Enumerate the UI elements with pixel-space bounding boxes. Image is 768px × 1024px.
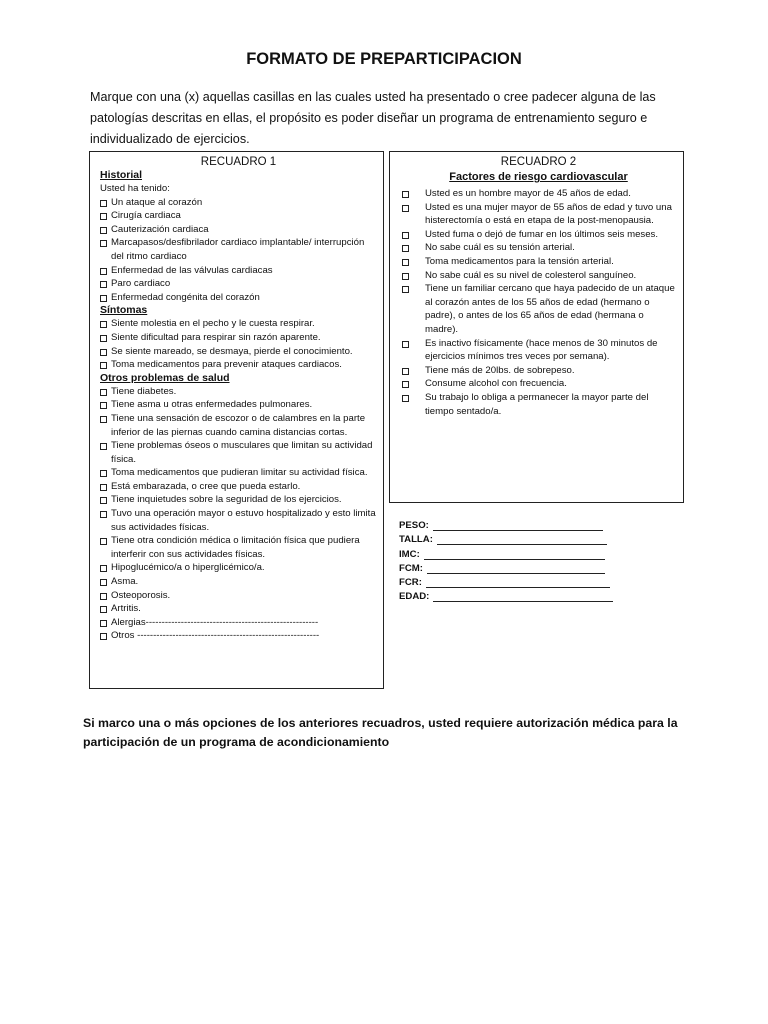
recuadro-2 bbox=[389, 151, 684, 503]
checkbox[interactable] bbox=[402, 259, 409, 266]
riesgo-item[interactable] bbox=[400, 201, 677, 228]
otros-item[interactable] bbox=[100, 493, 377, 507]
historial-item-label: Cauterización cardiaca bbox=[111, 223, 209, 235]
riesgo-item-label: Tiene más de 20lbs. de sobrepeso. bbox=[425, 364, 575, 376]
checkbox[interactable] bbox=[402, 245, 409, 252]
otros-item[interactable] bbox=[100, 412, 377, 439]
otros-item[interactable] bbox=[100, 561, 377, 575]
historial-item[interactable] bbox=[100, 196, 377, 210]
checkbox[interactable] bbox=[100, 335, 107, 342]
otros-item-label: Tuvo una operación mayor o estuvo hospitalizado y esto limita sus actividades físicas. bbox=[111, 508, 376, 533]
sintomas-item[interactable] bbox=[100, 358, 377, 372]
riesgo-item-label: Usted fuma o dejó de fumar en los últimos seis meses. bbox=[425, 228, 659, 240]
measure-blank-line[interactable] bbox=[437, 535, 607, 545]
measure-fcr[interactable] bbox=[399, 574, 613, 588]
historial-heading: Historial bbox=[100, 169, 143, 181]
riesgo-list bbox=[400, 187, 677, 418]
checkbox[interactable] bbox=[100, 606, 107, 613]
checkbox[interactable] bbox=[100, 579, 107, 586]
sintomas-item[interactable] bbox=[100, 331, 377, 345]
measure-label: TALLA: bbox=[399, 534, 433, 546]
otros-item-label: Tiene una sensación de escozor o de calambres en la parte inferior de las piernas cuando camina distancias cortas. bbox=[111, 412, 366, 438]
otros-item[interactable] bbox=[100, 466, 377, 480]
otros-item-label: Alergias------------------------------------------------------ bbox=[111, 616, 319, 628]
checkbox[interactable] bbox=[100, 538, 107, 545]
measure-blank-line[interactable] bbox=[424, 550, 605, 560]
riesgo-item[interactable] bbox=[400, 337, 677, 364]
measure-blank-line[interactable] bbox=[427, 564, 605, 574]
recuadro-2-subtitle: Factores de riesgo cardiovascular bbox=[449, 171, 628, 183]
checkbox[interactable] bbox=[100, 362, 107, 369]
checkbox[interactable] bbox=[100, 349, 107, 356]
checkbox[interactable] bbox=[402, 286, 409, 293]
checkbox[interactable] bbox=[100, 620, 107, 627]
form-title: FORMATO DE PREPARTICIPACION bbox=[246, 50, 522, 68]
otros-item-label: Toma medicamentos que pudieran limitar su actividad física. bbox=[111, 467, 368, 479]
riesgo-item[interactable] bbox=[400, 269, 677, 283]
checkbox[interactable] bbox=[100, 443, 107, 450]
riesgo-item[interactable] bbox=[400, 391, 677, 418]
riesgo-item[interactable] bbox=[400, 228, 677, 242]
otros-item[interactable] bbox=[100, 575, 377, 589]
measure-imc[interactable] bbox=[399, 545, 613, 559]
otros-item-label: Tiene asma u otras enfermedades pulmonares. bbox=[111, 399, 313, 411]
riesgo-item[interactable] bbox=[400, 377, 677, 391]
otros-item-label: Tiene problemas óseos o musculares que limitan su actividad física. bbox=[111, 440, 373, 465]
checkbox[interactable] bbox=[402, 341, 409, 348]
footer-note: Si marco una o más opciones de los anteriores recuadros, usted requiere autorización médica para la participación de un programa de acondicionamiento bbox=[83, 716, 678, 749]
otros-item[interactable] bbox=[100, 616, 377, 630]
historial-item[interactable] bbox=[100, 264, 377, 278]
historial-item-label: Paro cardiaco bbox=[111, 278, 171, 290]
historial-item[interactable] bbox=[100, 236, 377, 263]
otros-list bbox=[100, 385, 377, 643]
recuadro-1-title: RECUADRO 1 bbox=[200, 156, 277, 168]
otros-item-label: Otros --------------------------------------------------------- bbox=[111, 630, 320, 642]
otros-item[interactable] bbox=[100, 589, 377, 603]
otros-problemas-heading: Otros problemas de salud bbox=[100, 371, 230, 384]
checkbox[interactable] bbox=[402, 381, 409, 388]
historial-item[interactable] bbox=[100, 291, 377, 305]
riesgo-item-label: Usted es una mujer mayor de 55 años de edad y tuvo una histerectomía o está en etapa de la post-menopausia. bbox=[425, 201, 672, 227]
checkbox[interactable] bbox=[100, 565, 107, 572]
otros-item-label: Asma. bbox=[111, 576, 139, 588]
sintomas-list bbox=[100, 317, 377, 371]
otros-item-label: Tiene diabetes. bbox=[111, 385, 177, 397]
riesgo-item-label: Usted es un hombre mayor de 45 años de edad. bbox=[425, 188, 631, 199]
historial-list bbox=[100, 196, 377, 305]
checkbox[interactable] bbox=[100, 281, 107, 288]
riesgo-item-label: Toma medicamentos para la tensión arterial. bbox=[425, 255, 614, 267]
otros-item[interactable] bbox=[100, 534, 377, 561]
checkbox[interactable] bbox=[402, 232, 409, 239]
riesgo-item-label: No sabe cuál es su nivel de colesterol sanguíneo. bbox=[425, 269, 637, 281]
historial-item-label: Enfermedad de las válvulas cardiacas bbox=[111, 264, 273, 276]
checkbox[interactable] bbox=[100, 295, 107, 302]
riesgo-item[interactable] bbox=[400, 282, 677, 336]
measure-label: FCM: bbox=[399, 562, 423, 574]
historial-lead: Usted ha tenido: bbox=[100, 183, 170, 194]
otros-item-label: Está embarazada, o cree que pueda estarlo. bbox=[111, 480, 301, 492]
historial-item[interactable] bbox=[100, 223, 377, 237]
sintomas-item[interactable] bbox=[100, 317, 377, 331]
historial-item[interactable] bbox=[100, 277, 377, 291]
checkbox[interactable] bbox=[402, 368, 409, 375]
checkbox[interactable] bbox=[100, 200, 107, 207]
intro-paragraph: Marque con una (x) aquellas casillas en las cuales usted ha presentado o cree padecer alguna de las patologías descritas en ellas, el propósito es poder diseñar un programa de entrenamiento seguro e individualizado de ejercicios. bbox=[90, 90, 656, 146]
otros-item-label: Osteoporosis. bbox=[111, 589, 171, 601]
measure-blank-line[interactable] bbox=[433, 592, 613, 602]
riesgo-item-label: Tiene un familiar cercano que haya padecido de un ataque al corazón antes de los 55 años de edad (hermano o padre), o antes de los 65 años de edad (hermana o madre). bbox=[425, 283, 675, 335]
historial-item[interactable] bbox=[100, 209, 377, 223]
checkbox[interactable] bbox=[100, 416, 107, 423]
measure-label: EDAD: bbox=[399, 591, 430, 603]
riesgo-item[interactable] bbox=[400, 241, 677, 255]
riesgo-item-label: Es inactivo físicamente (hace menos de 30 minutos de ejercicios mínimos tres veces por semana). bbox=[425, 337, 658, 363]
checkbox[interactable] bbox=[100, 268, 107, 275]
checkbox[interactable] bbox=[100, 321, 107, 328]
checkbox[interactable] bbox=[100, 511, 107, 518]
otros-item[interactable] bbox=[100, 385, 377, 399]
otros-item[interactable] bbox=[100, 629, 377, 643]
recuadro-1 bbox=[89, 151, 384, 689]
sintomas-item-label: Siente molestia en el pecho y le cuesta respirar. bbox=[111, 318, 315, 330]
checkbox[interactable] bbox=[100, 633, 107, 640]
checkbox[interactable] bbox=[100, 240, 107, 247]
otros-item-label: Tiene otra condición médica o limitación física que pudiera interferir con sus actividades físicas. bbox=[111, 535, 360, 560]
riesgo-item[interactable] bbox=[400, 255, 677, 269]
riesgo-item[interactable] bbox=[400, 187, 677, 201]
checkbox[interactable] bbox=[402, 273, 409, 280]
otros-item[interactable] bbox=[100, 480, 377, 494]
measure-fcm[interactable] bbox=[399, 560, 613, 574]
measure-blank-line[interactable] bbox=[426, 578, 610, 588]
checkbox[interactable] bbox=[402, 191, 409, 198]
sintomas-item-label: Toma medicamentos para prevenir ataques cardiacos. bbox=[111, 359, 342, 371]
checkbox[interactable] bbox=[100, 213, 107, 220]
checkbox[interactable] bbox=[402, 205, 409, 212]
checkbox[interactable] bbox=[100, 484, 107, 491]
otros-item-label: Tiene inquietudes sobre la seguridad de los ejercicios. bbox=[111, 494, 342, 506]
sintomas-item[interactable] bbox=[100, 345, 377, 359]
historial-item-label: Un ataque al corazón bbox=[111, 196, 203, 208]
measure-label: FCR: bbox=[399, 576, 422, 588]
riesgo-item-label: No sabe cuál es su tensión arterial. bbox=[425, 242, 575, 254]
historial-item-label: Cirugía cardiaca bbox=[111, 210, 181, 222]
sintomas-heading: Síntomas bbox=[100, 304, 148, 317]
measure-edad[interactable] bbox=[399, 588, 613, 602]
riesgo-item-label: Su trabajo lo obliga a permanecer la mayor parte del tiempo sentado/a. bbox=[425, 391, 649, 417]
measure-blank-line[interactable] bbox=[433, 521, 603, 531]
historial-item-label: Enfermedad congénita del corazón bbox=[111, 291, 260, 303]
sintomas-item-label: Se siente mareado, se desmaya, pierde el conocimiento. bbox=[111, 345, 353, 357]
otros-item[interactable] bbox=[100, 602, 377, 616]
checkbox[interactable] bbox=[100, 402, 107, 409]
checkbox[interactable] bbox=[100, 470, 107, 477]
recuadro-2-title: RECUADRO 2 bbox=[500, 156, 577, 168]
checkbox[interactable] bbox=[100, 389, 107, 396]
otros-item[interactable] bbox=[100, 507, 377, 534]
checkbox[interactable] bbox=[100, 497, 107, 504]
measure-label: IMC: bbox=[399, 548, 420, 560]
riesgo-item[interactable] bbox=[400, 364, 677, 378]
checkbox[interactable] bbox=[100, 227, 107, 234]
checkbox[interactable] bbox=[100, 593, 107, 600]
otros-item[interactable] bbox=[100, 398, 377, 412]
measure-label: PESO: bbox=[399, 520, 429, 532]
otros-item-label: Artritis. bbox=[111, 603, 141, 615]
sintomas-item-label: Siente dificultad para respirar sin razón aparente. bbox=[111, 331, 321, 343]
historial-item-label: Marcapasos/desfibrilador cardiaco implantable/ interrupción del ritmo cardiaco bbox=[111, 237, 365, 262]
checkbox[interactable] bbox=[402, 395, 409, 402]
otros-item[interactable] bbox=[100, 439, 377, 466]
measures-block bbox=[399, 517, 613, 602]
measure-talla[interactable] bbox=[399, 531, 613, 545]
measure-peso[interactable] bbox=[399, 517, 613, 531]
otros-item-label: Hipoglucémico/a o hiperglicémico/a. bbox=[111, 562, 265, 574]
riesgo-item-label: Consume alcohol con frecuencia. bbox=[425, 378, 567, 390]
